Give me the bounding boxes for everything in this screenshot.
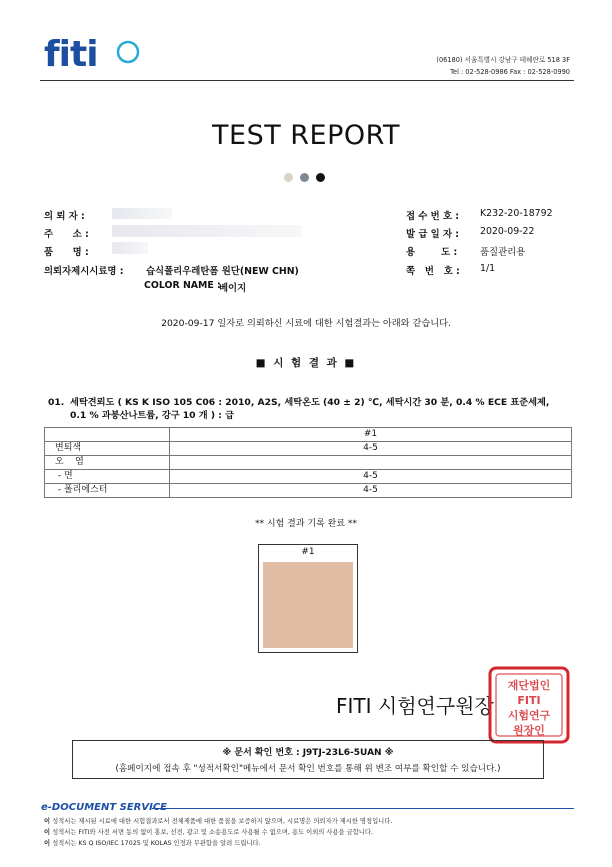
table-row — [45, 442, 572, 456]
sample-label: 의뢰자제시시료명 : — [44, 266, 124, 277]
client-label: 의 뢰 자 : — [44, 211, 85, 222]
client-info — [44, 208, 374, 293]
sample-swatch-box — [258, 544, 358, 653]
table-row — [45, 456, 572, 470]
row-value: 4-5 — [170, 470, 572, 484]
table-row — [45, 484, 572, 498]
row-value: 4-5 — [170, 484, 572, 498]
swatch-label: #1 — [301, 547, 315, 557]
footer-notes — [44, 816, 392, 849]
redacted-address — [112, 225, 302, 237]
verification-box — [72, 740, 544, 779]
e-document-service-title: e-DOCUMENT SERVICE — [41, 802, 168, 813]
purpose-value: 품질관리용 — [480, 247, 526, 258]
row-label: - 폴리에스터 — [45, 484, 170, 498]
contact-line: Tel : 02-528-0986 Fax : 02-528-0990 — [450, 68, 570, 76]
row-label: 변퇴색 — [45, 442, 170, 456]
fiti-logo — [44, 34, 144, 74]
footer-divider — [152, 808, 574, 809]
report-title: TEST REPORT — [212, 120, 400, 151]
intro-text: 2020-09-17 일자로 의뢰하신 시료에 대한 시험결과는 아래와 같습니다. — [161, 318, 451, 329]
issue-date-value: 2020-09-22 — [480, 226, 535, 237]
page-number-value: 1/1 — [480, 263, 496, 274]
row-value — [170, 456, 572, 470]
seal-text-3: 시험연구 — [507, 709, 551, 722]
signer-title: FITI 시험연구원장 — [336, 694, 494, 718]
purpose-label: 용 도 : — [406, 247, 458, 258]
verification-instruction: (홈페이지에 접속 후 "성적서확인"메뉴에서 문서 확인 번호를 통해 위 변조 여부를 확인할 수 있습니다.) — [115, 764, 501, 774]
redacted-product — [112, 242, 148, 254]
receipt-value: K232-20-18792 — [480, 208, 553, 219]
official-seal — [488, 666, 570, 744]
complete-note: ** 시험 결과 기록 완료 ** — [255, 519, 357, 529]
section-title: ■ 시 험 결 과 ■ — [255, 357, 357, 369]
table-row — [45, 470, 572, 484]
color-name-label: COLOR NAME : — [144, 280, 221, 291]
receipt-label: 접 수 번 호 : — [406, 211, 460, 222]
seal-text-4: 원장인 — [513, 724, 545, 737]
header-divider — [40, 80, 574, 81]
seal-text-2: FITI — [517, 694, 541, 707]
seal-text-1: 재단법인 — [507, 679, 551, 692]
product-label: 품 명 : — [44, 247, 89, 258]
footer-note: 이 성적서는 KS Q ISO/IEC 17025 및 KOLAS 인정과 무관함을 알려 드립니다. — [44, 840, 261, 847]
sample-swatch — [263, 562, 353, 648]
test-description: 세탁견뢰도 ( KS K ISO 105 C06 : 2010, A2S, 세탁온도 (40 ± 2) ℃, 세탁시간 30 분, 0.4 % ECE 표준세제, 0.1 % 과붕산나트륨, 강구 10 개 ) : 급 — [70, 397, 550, 421]
footer-note: 이 성적서는 제시된 시료에 대한 시험결과로서 전체제품에 대한 품질을 보증하지 않으며, 시료명은 의뢰자가 제시한 명칭입니다. — [44, 818, 393, 825]
sample-value: 습식폴리우레탄폼 원단(NEW CHN) — [146, 266, 299, 277]
row-label: 오 염 — [45, 456, 170, 470]
page-number-label: 쪽 번 호 : — [406, 266, 460, 277]
verification-number: ※ 문서 확인 번호 : J9TJ-23L6-5UAN ※ — [222, 748, 394, 758]
logo-text: fiti — [44, 34, 98, 74]
redacted-client — [112, 208, 172, 219]
results-table — [44, 427, 572, 498]
dot-gray — [300, 173, 309, 182]
table-header-blank — [45, 428, 170, 442]
table-header-sample: #1 — [170, 428, 572, 442]
dot-light — [284, 173, 293, 182]
address-label: 주 소 : — [44, 229, 89, 240]
color-dots — [284, 173, 325, 182]
footer-note: 이 성적서는 FITI와 사전 서면 동의 없이 홍보, 선전, 광고 및 소송용도로 사용될 수 없으며, 용도 이외의 사용을 금합니다. — [44, 829, 373, 836]
header-address — [436, 54, 570, 78]
row-value: 4-5 — [170, 442, 572, 456]
test-number: 01. — [48, 397, 65, 408]
dot-black — [316, 173, 325, 182]
address-line: (06180) 서울특별시 강남구 테헤란로 518 3F — [436, 56, 570, 64]
table-header-row — [45, 428, 572, 442]
color-name-value: 베이지 — [219, 283, 247, 294]
row-label: - 면 — [45, 470, 170, 484]
issue-date-label: 발 급 일 자 : — [406, 229, 460, 240]
report-info — [406, 208, 576, 278]
